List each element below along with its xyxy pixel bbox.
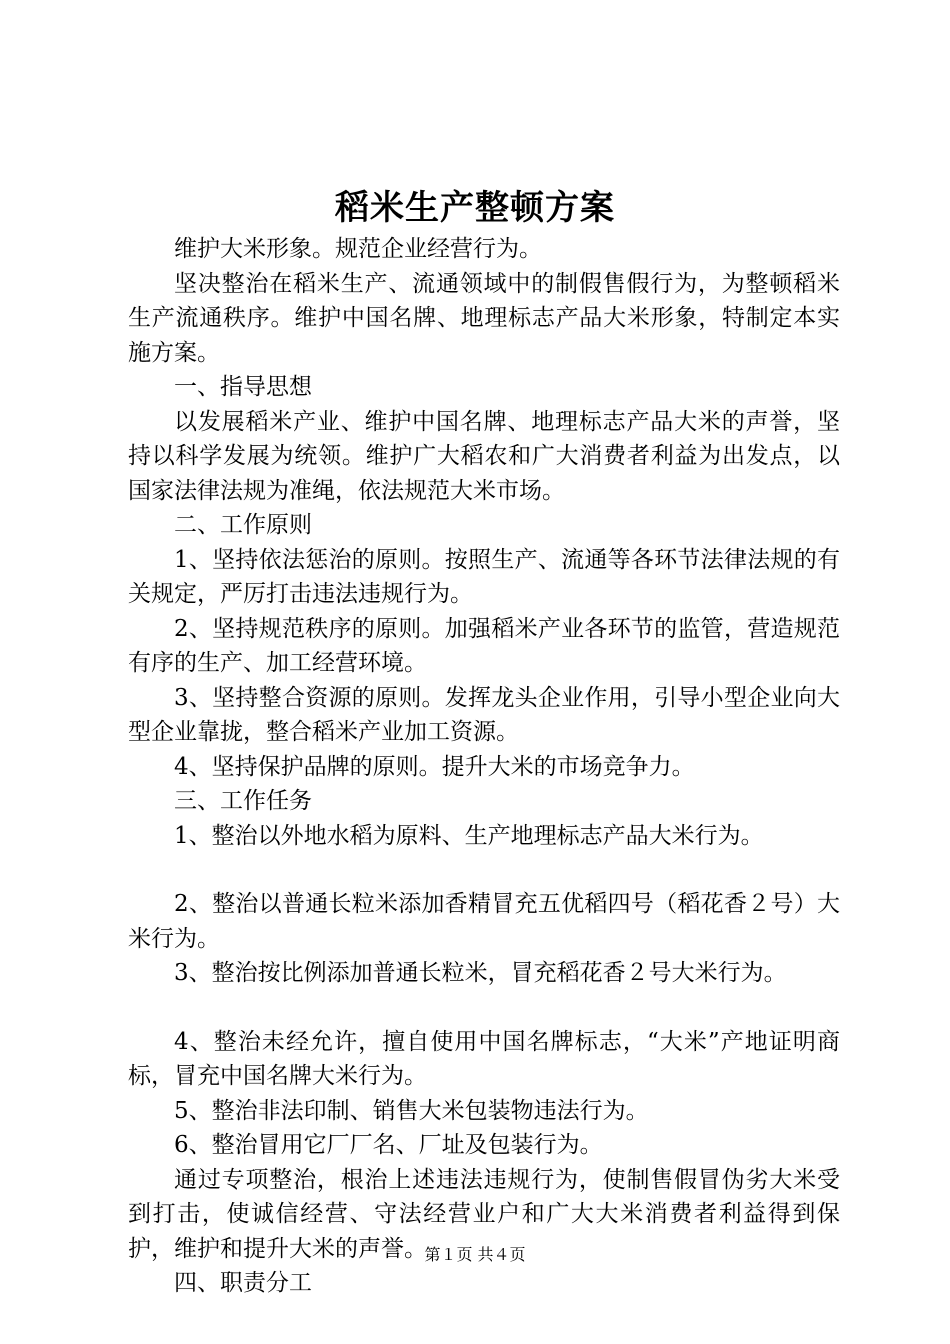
task-item-4: 4、整治未经允许，擅自使用中国名牌标志，“大米”产地证明商标，冒充中国名牌大米行为。: [128, 1028, 840, 1089]
document-body: [128, 232, 840, 1301]
paragraph-guiding-ideology: 以发展稻米产业、维护中国名牌、地理标志产品大米的声誉，坚持以科学发展为统领。维护广大稻农和广大消费者利益为出发点，以国家法律法规为准绳，依法规范大米市场。: [128, 408, 840, 504]
page-number-footer: 第１页 共４页: [424, 1245, 526, 1264]
task-item-3: 3、整治按比例添加普通长粒米，冒充稻花香２号大米行为。: [174, 960, 787, 986]
section-heading-work-tasks: 三、工作任务: [174, 788, 312, 814]
principle-item-3: 3、坚持整合资源的原则。发挥龙头企业作用，引导小型企业向大型企业靠拢，整合稻米产业加工资源。: [128, 684, 840, 745]
section-heading-guiding-ideology: 一、指导思想: [174, 374, 312, 400]
principle-item-4: 4、坚持保护品牌的原则。提升大米的市场竞争力。: [174, 753, 695, 780]
task-item-5: 5、整治非法印制、销售大米包装物违法行为。: [174, 1097, 649, 1124]
paragraph-intro: 维护大米形象。规范企业经营行为。: [174, 236, 542, 262]
section-heading-work-principles: 二、工作原则: [174, 512, 312, 538]
task-item-6: 6、整治冒用它厂厂名、厂址及包装行为。: [174, 1132, 603, 1158]
task-item-1: 1、整治以外地水稻为原料、生产地理标志产品大米行为。: [174, 822, 764, 849]
section-heading-responsibilities: 四、职责分工: [174, 1270, 312, 1296]
principle-item-1: 1、坚持依法惩治的原则。按照生产、流通等各环节法律法规的有关规定，严厉打击违法违规行为。: [128, 546, 840, 607]
paragraph-purpose: 坚决整治在稻米生产、流通领域中的制假售假行为，为整顿稻米生产流通秩序。维护中国名牌、地理标志产品大米形象，特制定本实施方案。: [128, 270, 840, 366]
principle-item-2: 2、坚持规范秩序的原则。加强稻米产业各环节的监管，营造规范有序的生产、加工经营环境。: [128, 615, 840, 676]
document-title: 稻米生产整顿方案: [335, 188, 615, 228]
paragraph-summary: 通过专项整治，根治上述违法违规行为，使制售假冒伪劣大米受到打击，使诚信经营、守法经营业户和广大大米消费者利益得到保护，维护和提升大米的声誉。: [128, 1166, 840, 1262]
task-item-2: 2、整治以普通长粒米添加香精冒充五优稻四号（稻花香２号）大米行为。: [128, 891, 840, 952]
